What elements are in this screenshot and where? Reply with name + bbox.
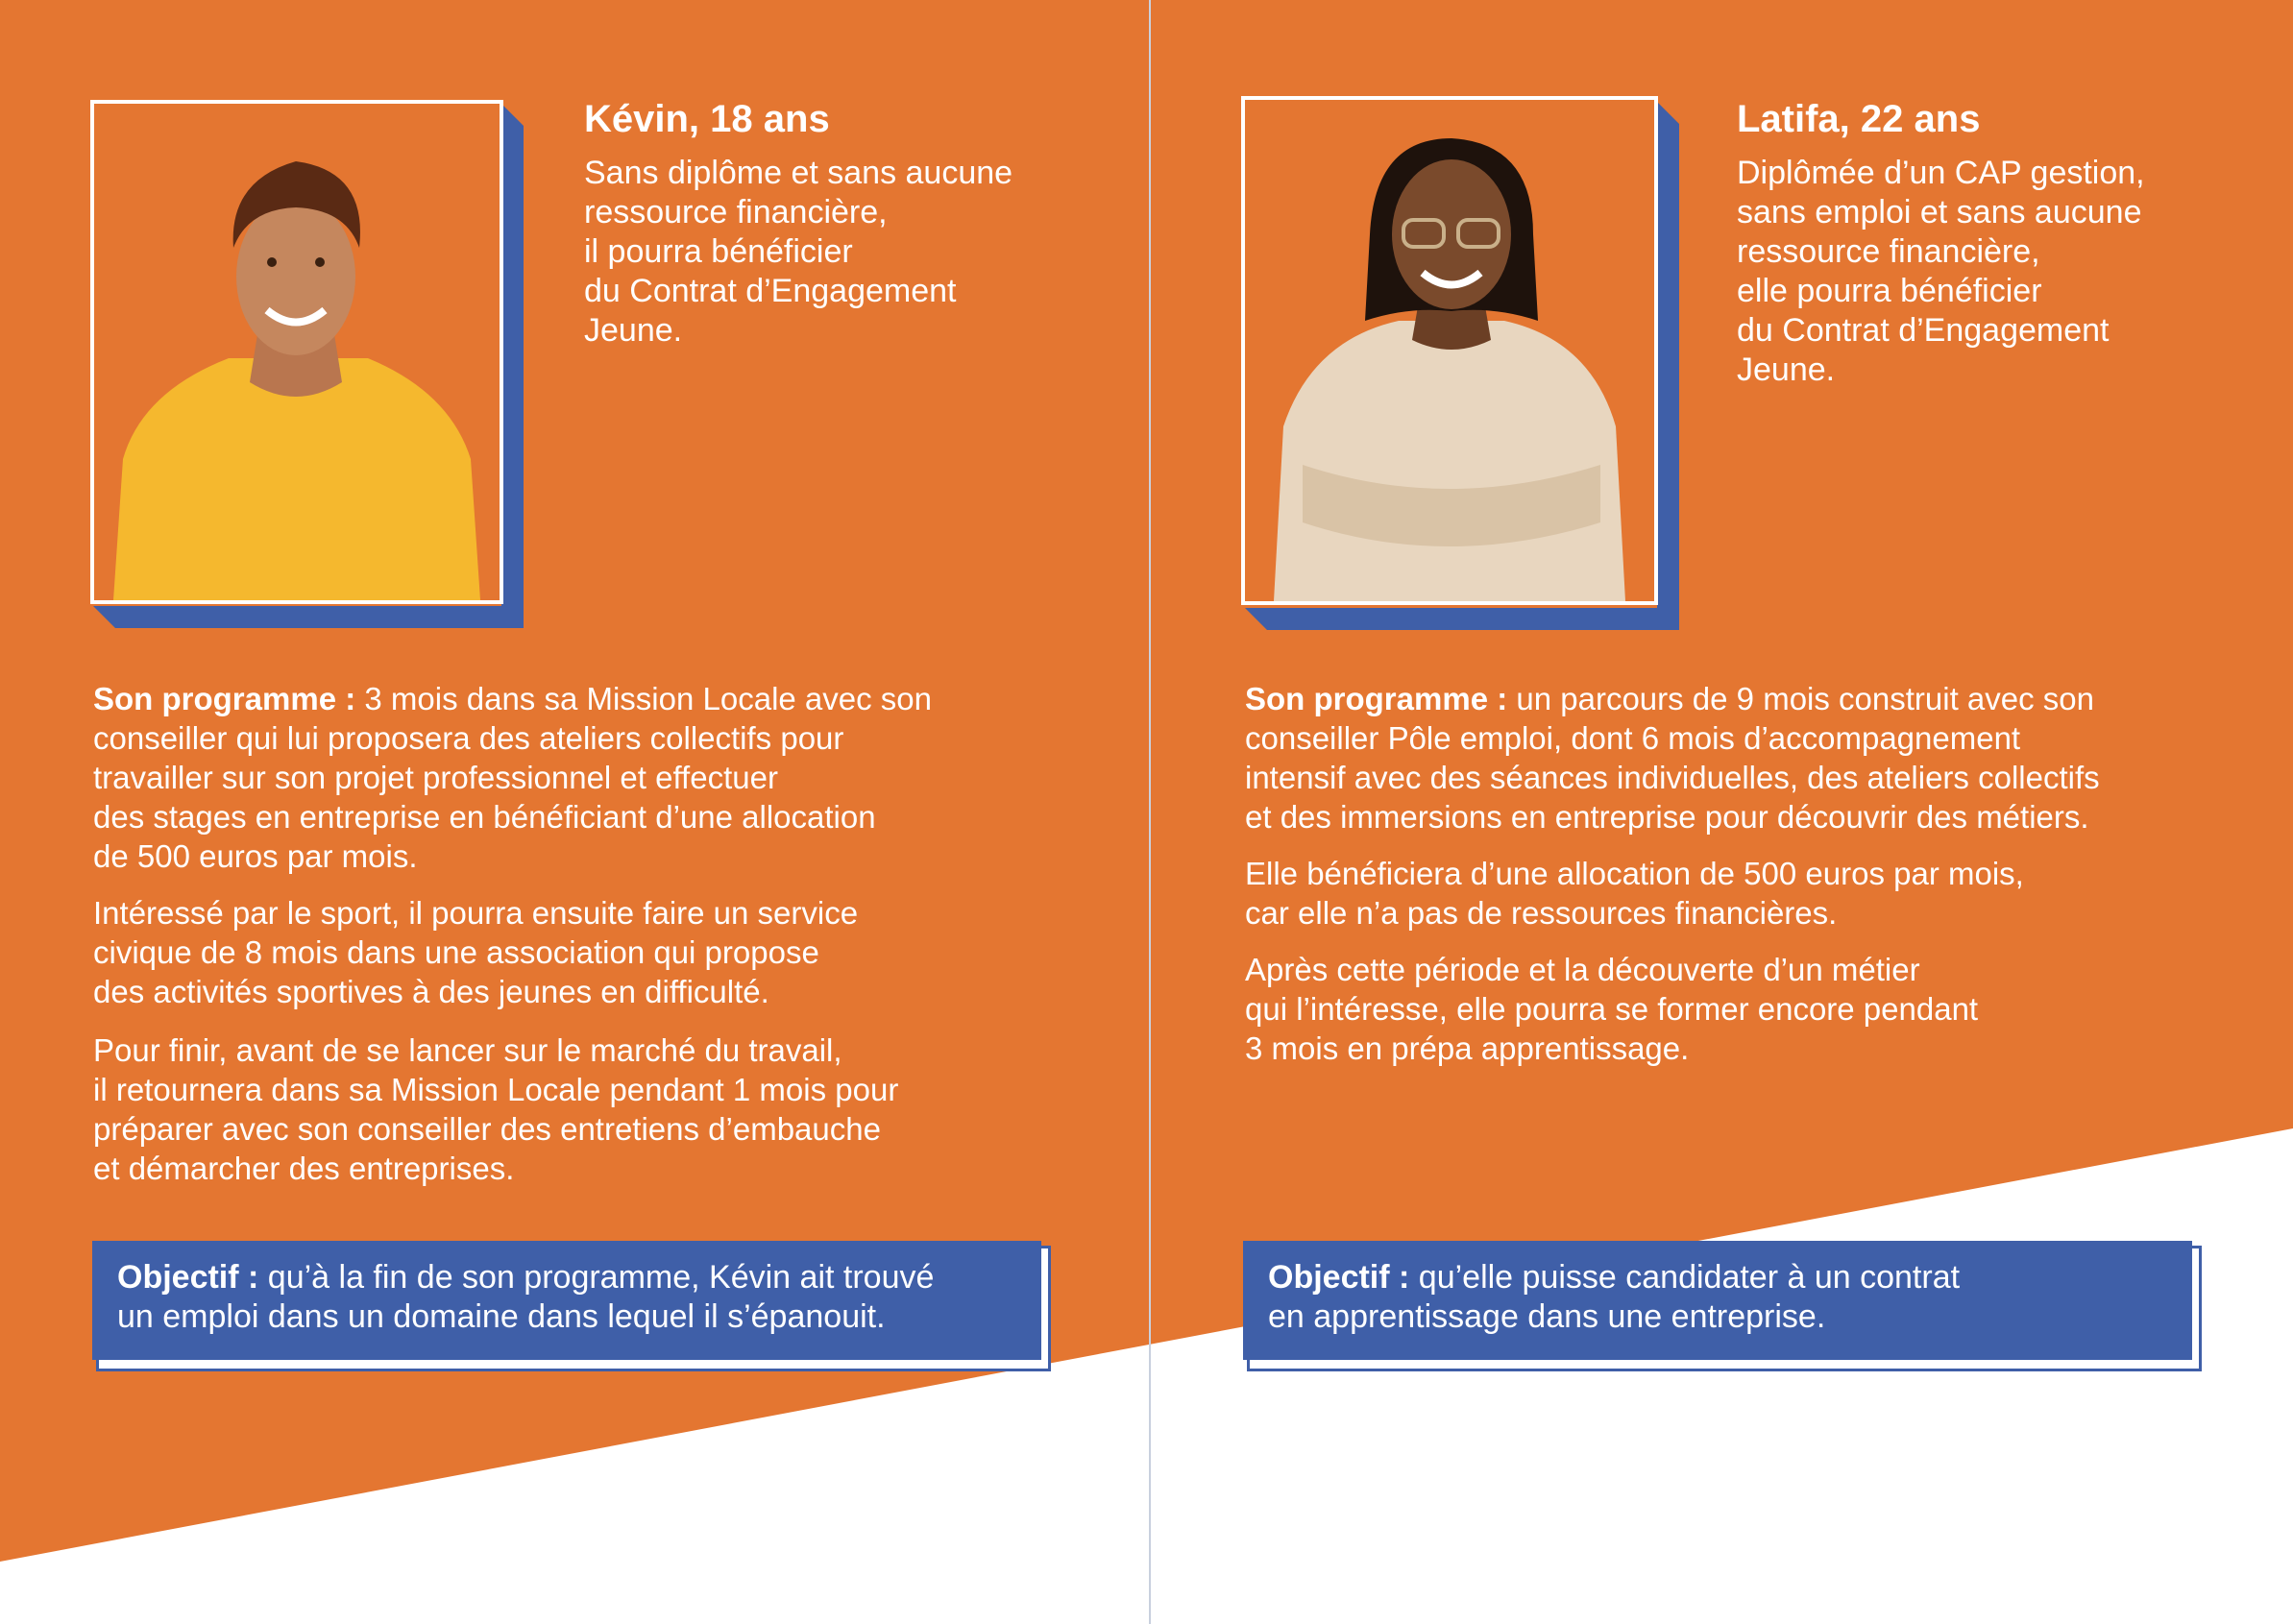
portrait-photo-kevin	[90, 100, 503, 604]
intro-text-kevin: Sans diplôme et sans aucune ressource financière, il pourra bénéficier du Contrat d’Engagement Jeune.	[584, 155, 1013, 349]
final-paragraph-kevin: Pour finir, avant de se lancer sur le marché du travail, il retournera dans sa Mission Locale pendant 1 mois pour préparer avec son conseiller des entretiens d’embauche et démarcher des entreprises.	[93, 1032, 899, 1186]
program-paragraph-latifa	[1245, 679, 2263, 836]
program-text: 3 mois dans sa Mission Locale avec son conseiller qui lui proposera des ateliers collectifs pour travailler sur son projet professionnel et effectuer des stages en entreprise en bénéficiant d’une allocation de 500 euros par mois.	[93, 681, 933, 874]
program-label: Son programme :	[93, 681, 356, 716]
goal-text-kevin	[92, 1241, 1041, 1360]
goal-label: Objectif :	[117, 1259, 259, 1296]
portrait-photo-latifa	[1241, 96, 1658, 605]
final-paragraph-latifa: Après cette période et la découverte d’un métier qui l’intéresse, elle pourra se former encore pendant 3 mois en prépa apprentissage.	[1245, 952, 1979, 1066]
goal-body: qu’elle puisse candidater à un contrat en apprentissage dans une entreprise.	[1268, 1259, 1961, 1335]
sport-paragraph-kevin: Intéressé par le sport, il pourra ensuite faire un service civique de 8 mois dans une association qui propose des activités sportives à des jeunes en difficulté.	[93, 895, 859, 1009]
goal-label: Objectif :	[1268, 1259, 1410, 1296]
allocation-paragraph-latifa: Elle bénéficiera d’une allocation de 500 euros par mois, car elle n’a pas de ressources financières.	[1245, 856, 2024, 931]
goal-body: qu’à la fin de son programme, Kévin ait trouvé un emploi dans un domaine dans lequel il s’épanouit.	[117, 1259, 935, 1335]
person-name-kevin: Kévin, 18 ans	[584, 98, 830, 140]
program-text: un parcours de 9 mois construit avec son conseiller Pôle emploi, dont 6 mois d’accompagnement intensif avec des séances individuelles, des ateliers collectifs et des immersions en entreprise pour découvrir des métiers.	[1245, 681, 2100, 835]
person-name-latifa: Latifa, 22 ans	[1737, 98, 1981, 140]
program-label: Son programme :	[1245, 681, 1508, 716]
page-fold-line	[1149, 0, 1151, 1624]
goal-text-latifa	[1243, 1241, 2192, 1360]
program-paragraph-kevin	[93, 679, 1111, 876]
intro-text-latifa: Diplômée d’un CAP gestion, sans emploi et sans aucune ressource financière, elle pourra bénéficier du Contrat d’Engagement Jeune.	[1737, 155, 2145, 388]
